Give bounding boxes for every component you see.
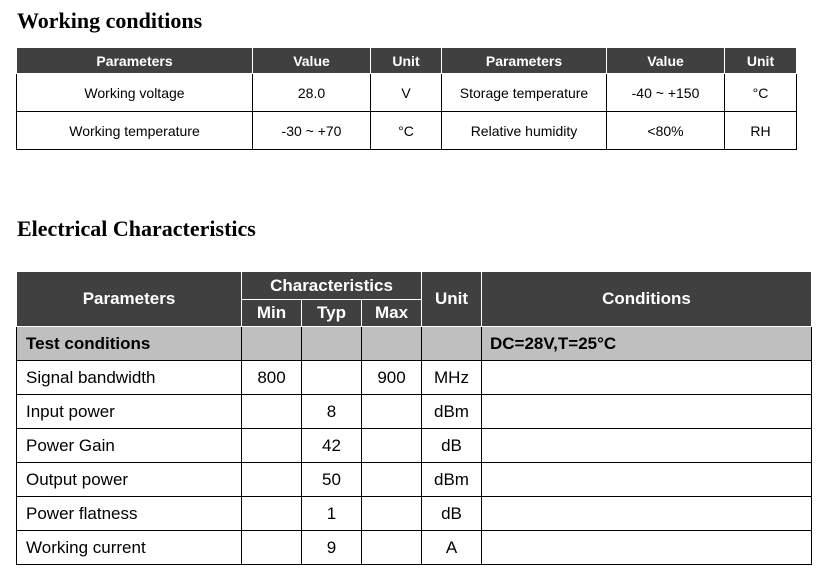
column-header-parameters: Parameters [17,272,242,327]
table-cell-param: Signal bandwidth [17,361,242,395]
table-cell: V [371,74,442,112]
table-cell-max [362,531,422,565]
table-cell-max [362,463,422,497]
table-cell-param: Working current [17,531,242,565]
table-cell: Working voltage [17,74,253,112]
table-cell-cond [482,429,812,463]
table-row [17,74,797,112]
table-cell-typ: 50 [302,463,362,497]
table-cell-param: Power flatness [17,497,242,531]
table-cell-cond [482,361,812,395]
column-header-conditions: Conditions [482,272,812,327]
table-cell-min: 800 [242,361,302,395]
table-cell-max [362,429,422,463]
table-row [17,395,812,429]
table-cell: -40 ~ +150 [607,74,725,112]
table-cell-typ: 1 [302,497,362,531]
column-header-parameters: Parameters [17,48,253,74]
table-row [17,531,812,565]
table-cell-min [242,531,302,565]
table-cell-param: Test conditions [17,327,242,361]
working-conditions-title: Working conditions [17,8,203,33]
table-cell-cond [482,531,812,565]
table-cell: RH [725,112,797,150]
table-cell-typ [302,361,362,395]
table-cell-unit [422,327,482,361]
table-header-row [17,48,797,74]
column-header-unit: Unit [725,48,797,74]
table-cell-unit: MHz [422,361,482,395]
table-cell-unit: dBm [422,463,482,497]
table-cell-typ: 42 [302,429,362,463]
column-header-max: Max [362,300,422,327]
table-row [17,361,812,395]
table-cell-param: Output power [17,463,242,497]
table-row [17,112,797,150]
table-cell-min [242,497,302,531]
table-cell-param: Input power [17,395,242,429]
column-header-unit: Unit [371,48,442,74]
table-cell-typ: 8 [302,395,362,429]
electrical-characteristics-title: Electrical Characteristics [17,216,256,241]
table-header-row [17,272,812,300]
table-row [17,463,812,497]
table-cell-max [362,497,422,531]
column-header-typ: Typ [302,300,362,327]
column-header-unit: Unit [422,272,482,327]
table-cell: <80% [607,112,725,150]
table-cell-typ: 9 [302,531,362,565]
table-cell-cond [482,497,812,531]
table-cell: -30 ~ +70 [253,112,371,150]
table-cell: °C [371,112,442,150]
table-cell: 28.0 [253,74,371,112]
table-cell-typ [302,327,362,361]
column-header-characteristics: Characteristics [242,272,422,300]
column-header-parameters: Parameters [442,48,607,74]
table-cell: Working temperature [17,112,253,150]
table-cell-min [242,327,302,361]
table-cell: Relative humidity [442,112,607,150]
column-header-min: Min [242,300,302,327]
table-cell-unit: dB [422,429,482,463]
working-conditions-table [16,47,797,150]
table-cell: °C [725,74,797,112]
table-cell-cond [482,395,812,429]
table-cell-max: 900 [362,361,422,395]
table-cell-min [242,463,302,497]
table-cell-unit: dB [422,497,482,531]
electrical-characteristics-table [16,271,812,565]
table-cell-max [362,327,422,361]
column-header-value: Value [607,48,725,74]
table-cell-cond [482,463,812,497]
test-conditions-row [17,327,812,361]
table-cell-min [242,429,302,463]
table-cell: Storage temperature [442,74,607,112]
table-cell-unit: A [422,531,482,565]
table-cell-min [242,395,302,429]
table-row [17,429,812,463]
table-cell-cond: DC=28V,T=25°C [482,327,812,361]
table-row [17,497,812,531]
table-cell-unit: dBm [422,395,482,429]
table-cell-max [362,395,422,429]
column-header-value: Value [253,48,371,74]
table-cell-param: Power Gain [17,429,242,463]
